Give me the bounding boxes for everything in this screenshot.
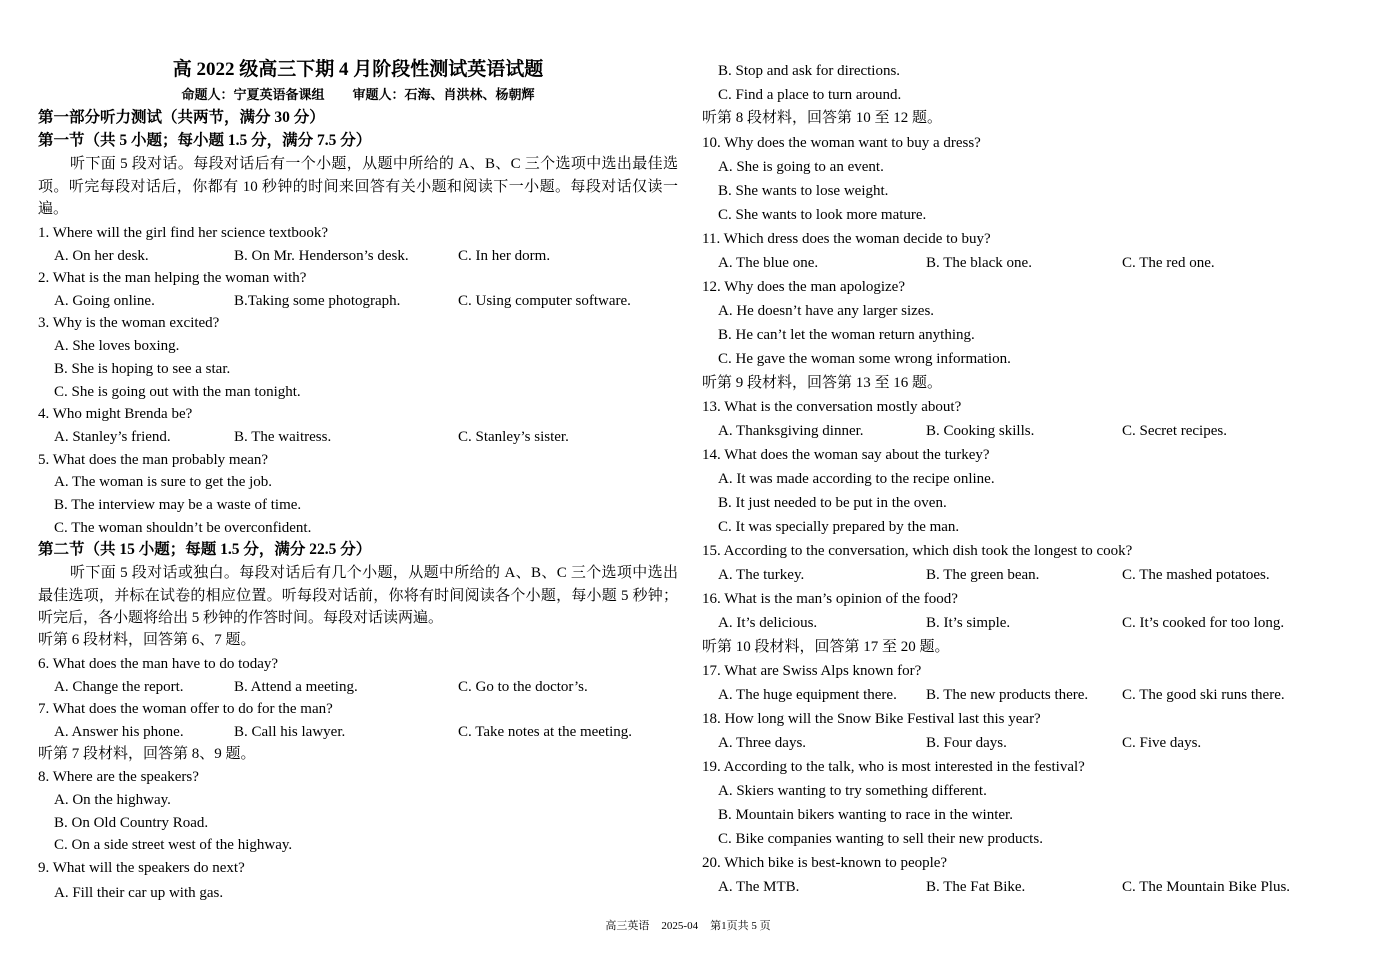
- option-8c: C. On a side street west of the highway.: [54, 837, 293, 853]
- option-18c: C. Five days.: [1122, 735, 1202, 751]
- option-12b: B. He can’t let the woman return anything.: [718, 327, 975, 343]
- option-15a: A. The turkey.: [718, 567, 805, 583]
- question-10: 10. Why does the woman want to buy a dress?: [702, 135, 981, 151]
- question-5: 5. What does the man probably mean?: [38, 452, 269, 468]
- material-note-10: 听第 10 段材料，回答第 17 至 20 题。: [702, 639, 950, 655]
- question-16: 16. What is the man’s opinion of the food?: [702, 591, 958, 607]
- question-7: 7. What does the woman offer to do for the man?: [38, 701, 333, 717]
- option-17b: B. The new products there.: [926, 687, 1089, 703]
- option-5c: C. The woman shouldn’t be overconfident.: [54, 520, 312, 536]
- option-19b: B. Mountain bikers wanting to race in the winter.: [718, 807, 1013, 823]
- option-7c: C. Take notes at the meeting.: [458, 724, 633, 740]
- option-15c: C. The mashed potatoes.: [1122, 567, 1270, 583]
- option-6b: B. Attend a meeting.: [234, 679, 358, 695]
- option-2c: C. Using computer software.: [458, 293, 631, 309]
- option-3b: B. She is hoping to see a star.: [54, 361, 231, 377]
- question-8: 8. Where are the speakers?: [38, 769, 199, 785]
- question-2: 2. What is the man helping the woman with?: [38, 270, 307, 286]
- option-20b: B. The Fat Bike.: [926, 879, 1026, 895]
- option-1b: B. On Mr. Henderson’s desk.: [234, 248, 409, 264]
- part1-heading: 第一部分听力测试（共两节，满分 30 分）: [38, 109, 325, 126]
- option-17c: C. The good ski runs there.: [1122, 687, 1285, 703]
- option-2b: B.Taking some photograph.: [234, 293, 401, 309]
- option-4b: B. The waitress.: [234, 429, 332, 445]
- footer-date: 2025-04: [661, 920, 699, 932]
- setter-label: 命题人：宁夏英语备课组: [181, 87, 325, 102]
- option-10b: B. She wants to lose weight.: [718, 183, 889, 199]
- question-18: 18. How long will the Snow Bike Festival last this year?: [702, 711, 1041, 727]
- option-10c: C. She wants to look more mature.: [718, 207, 927, 223]
- question-15: 15. According to the conversation, which dish took the longest to cook?: [702, 543, 1133, 559]
- option-13b: B. Cooking skills.: [926, 423, 1035, 439]
- option-13a: A. Thanksgiving dinner.: [718, 423, 864, 439]
- option-11b: B. The black one.: [926, 255, 1032, 271]
- option-11c: C. The red one.: [1122, 255, 1215, 271]
- option-19c: C. Bike companies wanting to sell their new products.: [718, 831, 1043, 847]
- option-2a: A. Going online.: [54, 293, 155, 309]
- question-9: 9. What will the speakers do next?: [38, 860, 245, 876]
- option-5a: A. The woman is sure to get the job.: [54, 474, 273, 490]
- option-16c: C. It’s cooked for too long.: [1122, 615, 1285, 631]
- option-6a: A. Change the report.: [54, 679, 184, 695]
- page-title: 高 2022 级高三下期 4 月阶段性测试英语试题: [172, 59, 544, 80]
- option-16b: B. It’s simple.: [926, 615, 1011, 631]
- option-12a: A. He doesn’t have any larger sizes.: [718, 303, 935, 319]
- option-4a: A. Stanley’s friend.: [54, 429, 171, 445]
- section1-heading: 第一节（共 5 小题；每小题 1.5 分，满分 7.5 分）: [38, 132, 372, 149]
- page-footer: [0, 918, 1376, 934]
- option-6c: C. Go to the doctor’s.: [458, 679, 588, 695]
- option-9b: B. Stop and ask for directions.: [718, 63, 901, 79]
- option-7b: B. Call his lawyer.: [234, 724, 346, 740]
- footer-subject: 高三英语: [605, 920, 650, 932]
- option-19a: A. Skiers wanting to try something different.: [718, 783, 987, 799]
- option-11a: A. The blue one.: [718, 255, 819, 271]
- option-13c: C. Secret recipes.: [1122, 423, 1227, 439]
- option-18b: B. Four days.: [926, 735, 1007, 751]
- reviewer-label: 审题人：石海、肖洪林、杨朝辉: [352, 87, 535, 102]
- option-14a: A. It was made according to the recipe online.: [718, 471, 995, 487]
- option-7a: A. Answer his phone.: [54, 724, 184, 740]
- option-20c: C. The Mountain Bike Plus.: [1122, 879, 1291, 895]
- question-12: 12. Why does the man apologize?: [702, 279, 905, 295]
- question-1: 1. Where will the girl find her science textbook?: [38, 225, 329, 241]
- question-19: 19. According to the talk, who is most interested in the festival?: [702, 759, 1085, 775]
- option-20a: A. The MTB.: [718, 879, 800, 895]
- option-9a: A. Fill their car up with gas.: [54, 885, 224, 901]
- footer-page-number: 第1页共 5 页: [710, 920, 771, 932]
- option-3c: C. She is going out with the man tonight.: [54, 384, 301, 400]
- option-18a: A. Three days.: [718, 735, 807, 751]
- option-16a: A. It’s delicious.: [718, 615, 818, 631]
- question-14: 14. What does the woman say about the turkey?: [702, 447, 990, 463]
- option-4c: C. Stanley’s sister.: [458, 429, 569, 445]
- option-5b: B. The interview may be a waste of time.: [54, 497, 302, 513]
- option-15b: B. The green bean.: [926, 567, 1040, 583]
- option-12c: C. He gave the woman some wrong information.: [718, 351, 1011, 367]
- section1-instructions: 听下面 5 段对话。每段对话后有一个小题，从题中所给的 A、B、C 三个选项中选出最佳选项。听完每段对话后，你都有 10 秒钟的时间来回答有关小题和阅读下一小题。每段对话仅读一遍。: [38, 156, 678, 217]
- material-note-6: 听第 6 段材料，回答第 6、7 题。: [38, 632, 256, 648]
- option-10a: A. She is going to an event.: [718, 159, 884, 175]
- option-14c: C. It was specially prepared by the man.: [718, 519, 960, 535]
- question-3: 3. Why is the woman excited?: [38, 315, 220, 331]
- option-8a: A. On the highway.: [54, 792, 171, 808]
- option-3a: A. She loves boxing.: [54, 338, 180, 354]
- option-9c: C. Find a place to turn around.: [718, 87, 902, 103]
- material-note-8: 听第 8 段材料，回答第 10 至 12 题。: [702, 110, 943, 126]
- question-4: 4. Who might Brenda be?: [38, 406, 193, 422]
- question-11: 11. Which dress does the woman decide to buy?: [702, 231, 991, 247]
- option-17a: A. The huge equipment there.: [718, 687, 897, 703]
- material-note-9: 听第 9 段材料，回答第 13 至 16 题。: [702, 375, 943, 391]
- option-8b: B. On Old Country Road.: [54, 815, 209, 831]
- question-6: 6. What does the man have to do today?: [38, 656, 279, 672]
- question-13: 13. What is the conversation mostly about?: [702, 399, 962, 415]
- question-17: 17. What are Swiss Alps known for?: [702, 663, 922, 679]
- author-line: [38, 86, 678, 104]
- section2-instructions: 听下面 5 段对话或独白。每段对话后有几个小题，从题中所给的 A、B、C 三个选项中选出最佳选项，并标在试卷的相应位置。听每段对话前，你将有时间阅读各个小题，每小题 5 秒钟；听完后，各小题将给出 5 秒钟的作答时间。每段对话读两遍。: [38, 565, 678, 626]
- question-20: 20. Which bike is best-known to people?: [702, 855, 948, 871]
- option-1a: A. On her desk.: [54, 248, 149, 264]
- option-1c: C. In her dorm.: [458, 248, 551, 264]
- section2-heading: 第二节（共 15 小题；每题 1.5 分，满分 22.5 分）: [38, 541, 372, 558]
- material-note-7: 听第 7 段材料，回答第 8、9 题。: [38, 746, 256, 762]
- option-14b: B. It just needed to be put in the oven.: [718, 495, 947, 511]
